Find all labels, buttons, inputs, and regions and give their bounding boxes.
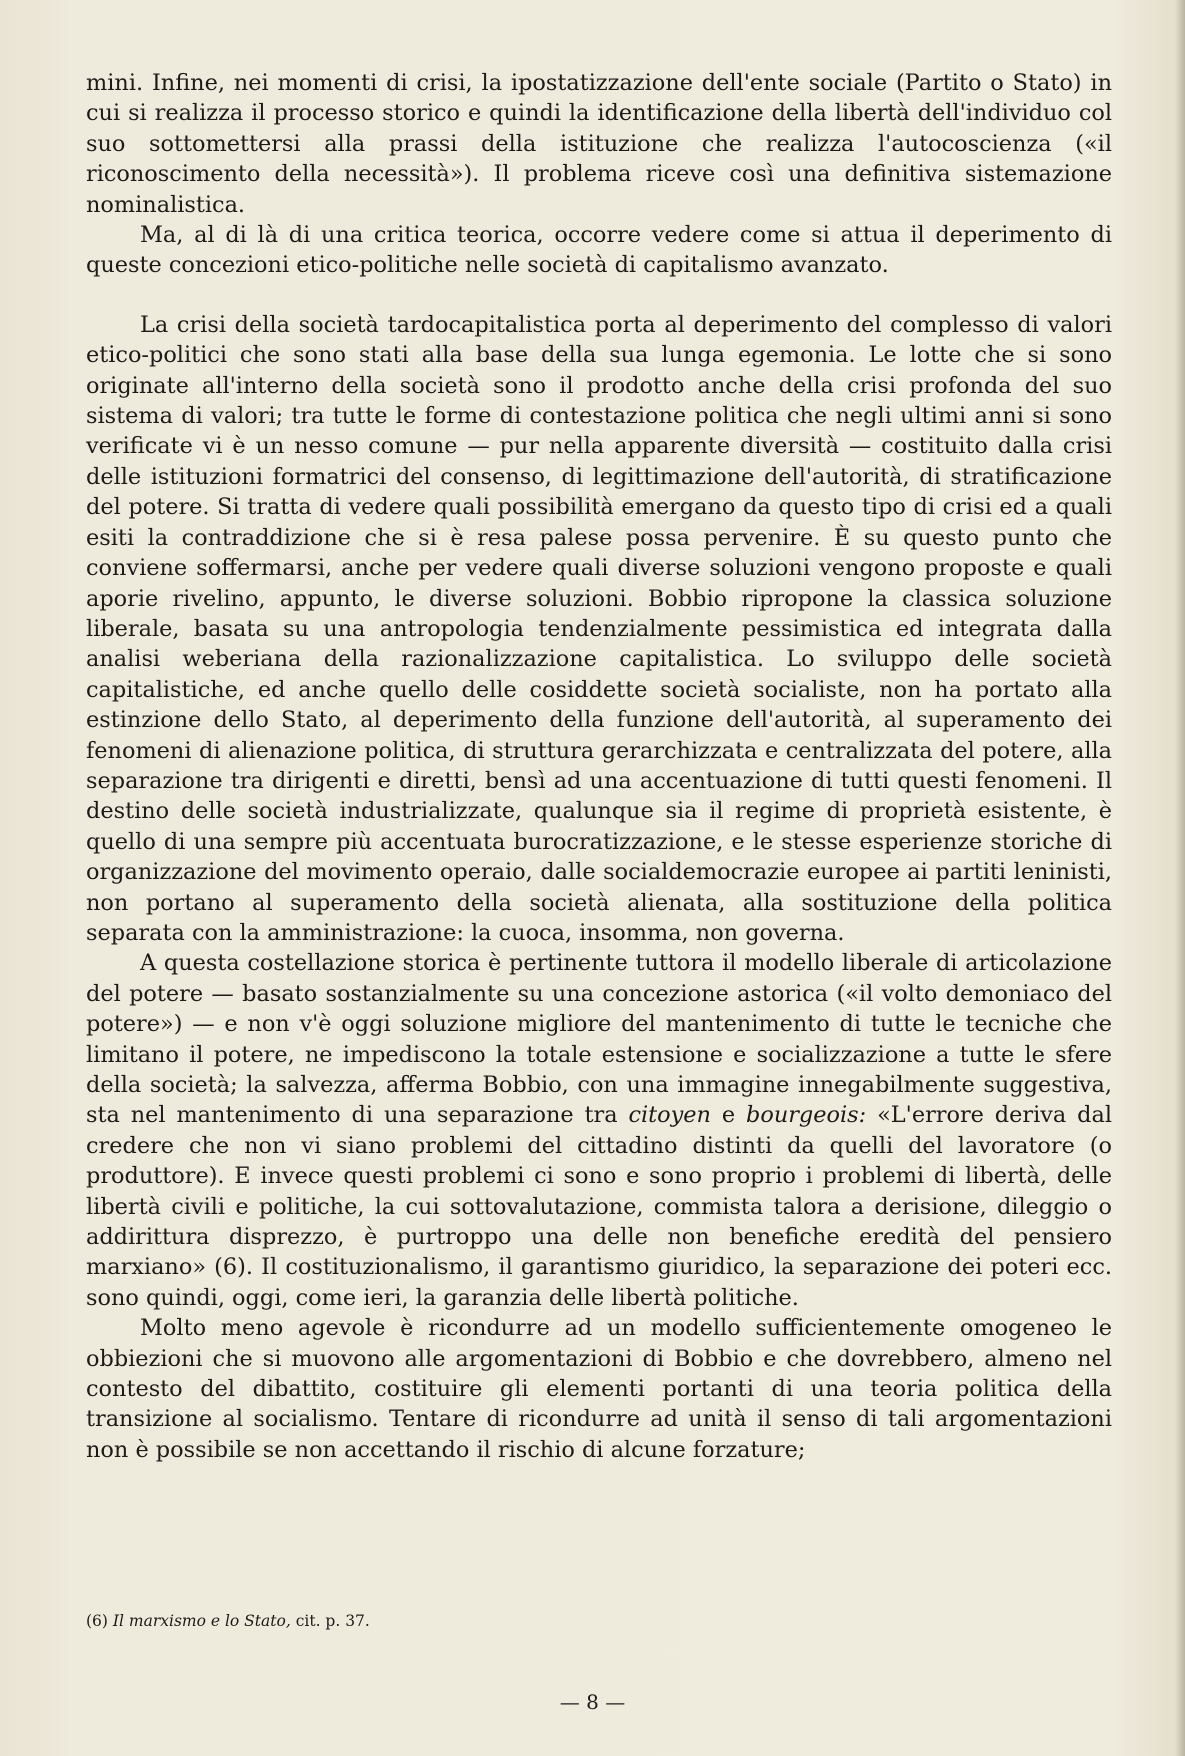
paragraph [86, 310, 1112, 949]
paragraph-text: e [710, 1102, 746, 1129]
paragraph [86, 948, 1112, 1313]
paragraph-text: A questa costellazione storica è pertinente tuttora il modello liberale di articolazione del potere — basato sostanzialmente su una concezione astorica («il volto demoniaco del potere») — e non v'è oggi soluzione migliore del mantenimento di tutte le tecniche che limitano il potere, ne impediscono la totale estensione e socializzazione a tutte le sfere della società; la salvezza, afferma Bobbio, con una immagine innegabilmente suggestiva, sta nel mantenimento di una separazione tra [86, 950, 1112, 1129]
page-number: — 8 — [559, 1690, 626, 1714]
paragraph [86, 68, 1112, 220]
paragraph-text: La crisi della società tardocapitalistica porta al deperimento del complesso di valori etico-politici che sono stati alla base della sua lunga egemonia. Le lotte che si sono originate all'interno della società sono il prodotto anche della crisi profonda del suo sistema di valori; tra tutte le forme di contestazione politica che negli ultimi anni si sono verificate vi è un nesso comune — pur nella apparente diversità — costituito dalla crisi delle istituzioni formatrici del consenso, di legittimazione dell'autorità, di stratificazione del potere. Si tratta di vedere quali possibilità emergano da questo tipo di crisi ed a quali esiti la contraddizione che si è resa palese possa pervenire. È su questo punto che conviene soffermarsi, anche per vedere quali diverse soluzioni vengono proposte e quali aporie rivelino, appunto, le diverse soluzioni. Bobbio ripropone la classica soluzione liberale, basata su una antropologia tendenzialmente pessimistica ed integrata dalla analisi weberiana della razionalizzazione capitalistica. Lo sviluppo delle società capitalistiche, ed anche quello delle cosiddette società socialiste, non ha portato alla estinzione dello Stato, al deperimento della funzione dell'autorità, al superamento dei fenomeni di alienazione politica, di struttura gerarchizzata e centralizzata del potere, alla separazione tra dirigenti e diretti, bensì ad una accentuazione di tutti questi fenomeni. Il destino delle società industrializzate, qualunque sia il regime di proprietà esistente, è quello di una sempre più accentuata burocratizzazione, e le stesse esperienze storiche di organizzazione del movimento operaio, dalle socialdemocrazie europee ai partiti leninisti, non portano al superamento della società alienata, alla sostituzione della politica separata con la amministrazione: la cuoca, insomma, non governa. [86, 311, 1112, 946]
footnote-title: Il marxismo e lo Stato, [112, 1612, 291, 1630]
paragraph-text: Molto meno agevole è ricondurre ad un modello sufficientemente omogeneo le obbiezioni che si muovono alle argomentazioni di Bobbio e che dovrebbero, almeno nel contesto del dibattito, costituire gli elementi portanti di una teoria politica della transizione al socialismo. Tentare di ricondurre ad unità il senso di tali argomentazioni non è possibile se non accettando il rischio di alcune forzature; [86, 1315, 1112, 1463]
paragraph [86, 220, 1112, 281]
paragraph-text: Ma, al di là di una critica teorica, occorre vedere come si attua il deperimento di queste concezioni etico-politiche nelle società di capitalismo avanzato. [86, 222, 1112, 279]
paragraph [86, 1313, 1112, 1465]
body-text [86, 68, 1112, 1465]
italic-term: bourgeois: [746, 1102, 867, 1129]
footnote [86, 1611, 370, 1631]
paragraph-text: «L'errore deriva dal credere che non vi siano problemi del cittadino distinti da quelli del lavoratore (o produttore). E invece questi problemi ci sono e sono proprio i problemi di libertà, delle libertà civili e politiche, la cui sottovalutazione, commista talora a derisione, dileggio o addirittura disprezzo, è purtroppo una delle non benefiche eredità del pensiero marxiano» (6). Il costituzionalismo, il garantismo giuridico, la separazione dei poteri ecc. sono quindi, oggi, come ieri, la garanzia delle libertà politiche. [86, 1102, 1112, 1311]
paragraph-text: mini. Infine, nei momenti di crisi, la ipostatizzazione dell'ente sociale (Partito o Stato) in cui si realizza il processo storico e quindi la identificazione della libertà dell'individuo col suo sottomettersi alla prassi della istituzione che realizza l'autocoscienza («il riconoscimento della necessità»). Il problema riceve così una definitiva sistemazione nominalistica. [86, 70, 1112, 218]
italic-term: citoyen [628, 1102, 711, 1129]
footnote-marker: (6) [86, 1612, 108, 1630]
footnote-citation: cit. p. 37. [295, 1612, 370, 1630]
